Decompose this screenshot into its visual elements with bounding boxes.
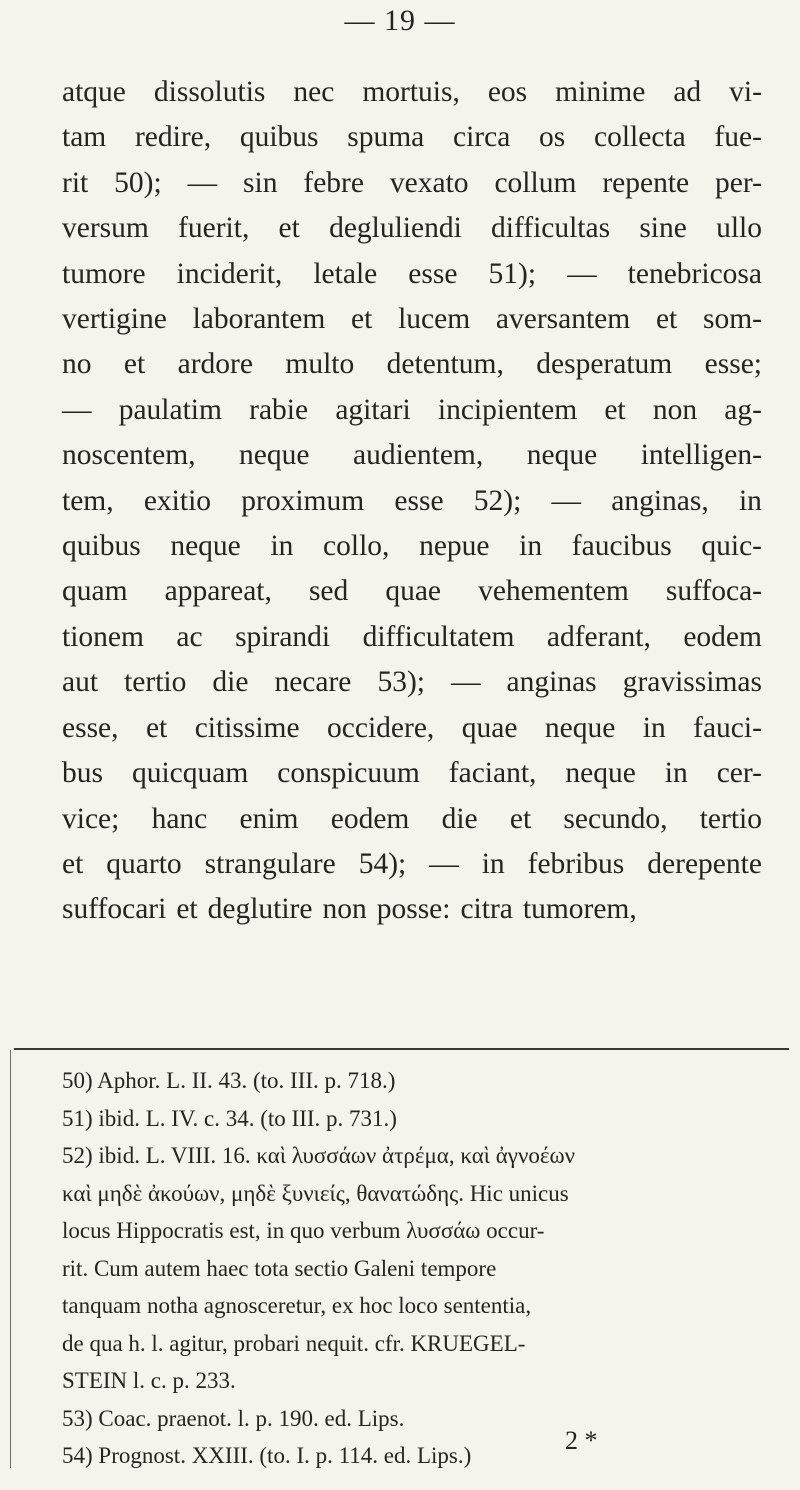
- footnote-line: locus Hippocratis est, in quo verbum λυσσάω occur-: [62, 1218, 545, 1243]
- text-line: suffocari et deglutire non posse: citra tumorem,: [62, 893, 637, 926]
- text-line: rit 50); — sin febre vexato collum repente per-: [62, 166, 762, 199]
- text-line: versum fuerit, et degluliendi difficultas sine ullo: [62, 212, 762, 245]
- signature-mark: 2 *: [565, 1426, 598, 1455]
- footnote-line: 54) Prognost. XXIII. (to. I. p. 114. ed. Lips.): [62, 1443, 472, 1468]
- text-line: quibus neque in collo, nepue in faucibus quic-: [62, 530, 762, 563]
- text-line: — paulatim rabie agitari incipientem et non ag-: [62, 393, 762, 426]
- text-line: no et ardore multo detentum, desperatum esse;: [62, 348, 762, 381]
- footnote-line: 52) ibid. L. VIII. 16. καὶ λυσσάων ἀτρέμα, καὶ ἀγνοέων: [62, 1143, 576, 1168]
- footnote-line: rit. Cum autem haec tota sectio Galeni tempore: [62, 1255, 497, 1281]
- footnote-line: 53) Coac. praenot. l. p. 190. ed. Lips.: [62, 1405, 405, 1431]
- text-line: tumore inciderit, letale esse 51); — tenebricosa: [62, 257, 762, 290]
- text-line: bus quicquam conspicuum faciant, neque in cer-: [62, 757, 762, 790]
- text-line: et quarto strangulare 54); — in febribus derepente: [62, 847, 762, 880]
- text-line: tam redire, quibus spuma circa os collecta fue-: [62, 121, 762, 154]
- text-line: vice; hanc enim eodem die et secundo, tertio: [62, 802, 762, 835]
- text-line: vertigine laborantem et lucem aversantem et som-: [62, 303, 762, 336]
- footnote-separator-rule: [14, 1048, 789, 1050]
- footnote-line: 50) Aphor. L. II. 43. (to. III. p. 718.): [62, 1068, 396, 1093]
- left-margin-rule: [10, 1050, 11, 1468]
- footnote-line: tanquam notha agnosceretur, ex hoc loco sententia,: [62, 1293, 532, 1318]
- text-line: tem, exitio proximum esse 52); — anginas, in: [62, 484, 762, 517]
- footnote-line: 51) ibid. L. IV. c. 34. (to III. p. 731.): [62, 1105, 397, 1131]
- footnote-line: καὶ μηδὲ ἀκούων, μηδὲ ξυνιείς, θανατώδης. Hic unicus: [62, 1180, 569, 1206]
- text-line: tionem ac spirandi difficultatem adferant, eodem: [62, 620, 762, 653]
- footnote-line: de qua h. l. agitur, probari nequit. cfr. KRUEGEL-: [62, 1330, 526, 1356]
- page-number-header: — 19 —: [344, 4, 456, 37]
- main-text-block: [62, 70, 762, 933]
- text-line: quam appareat, sed quae vehementem suffoca-: [62, 575, 762, 608]
- text-line: esse, et citissime occidere, quae neque in fauci-: [62, 711, 762, 744]
- footnotes-block: [62, 1062, 782, 1475]
- text-line: noscentem, neque audientem, neque intelligen-: [62, 439, 762, 472]
- text-line: atque dissolutis nec mortuis, eos minime ad vi-: [62, 76, 762, 108]
- text-line: aut tertio die necare 53); — anginas gravissimas: [62, 666, 762, 699]
- footnote-line: STEIN l. c. p. 233.: [62, 1368, 236, 1393]
